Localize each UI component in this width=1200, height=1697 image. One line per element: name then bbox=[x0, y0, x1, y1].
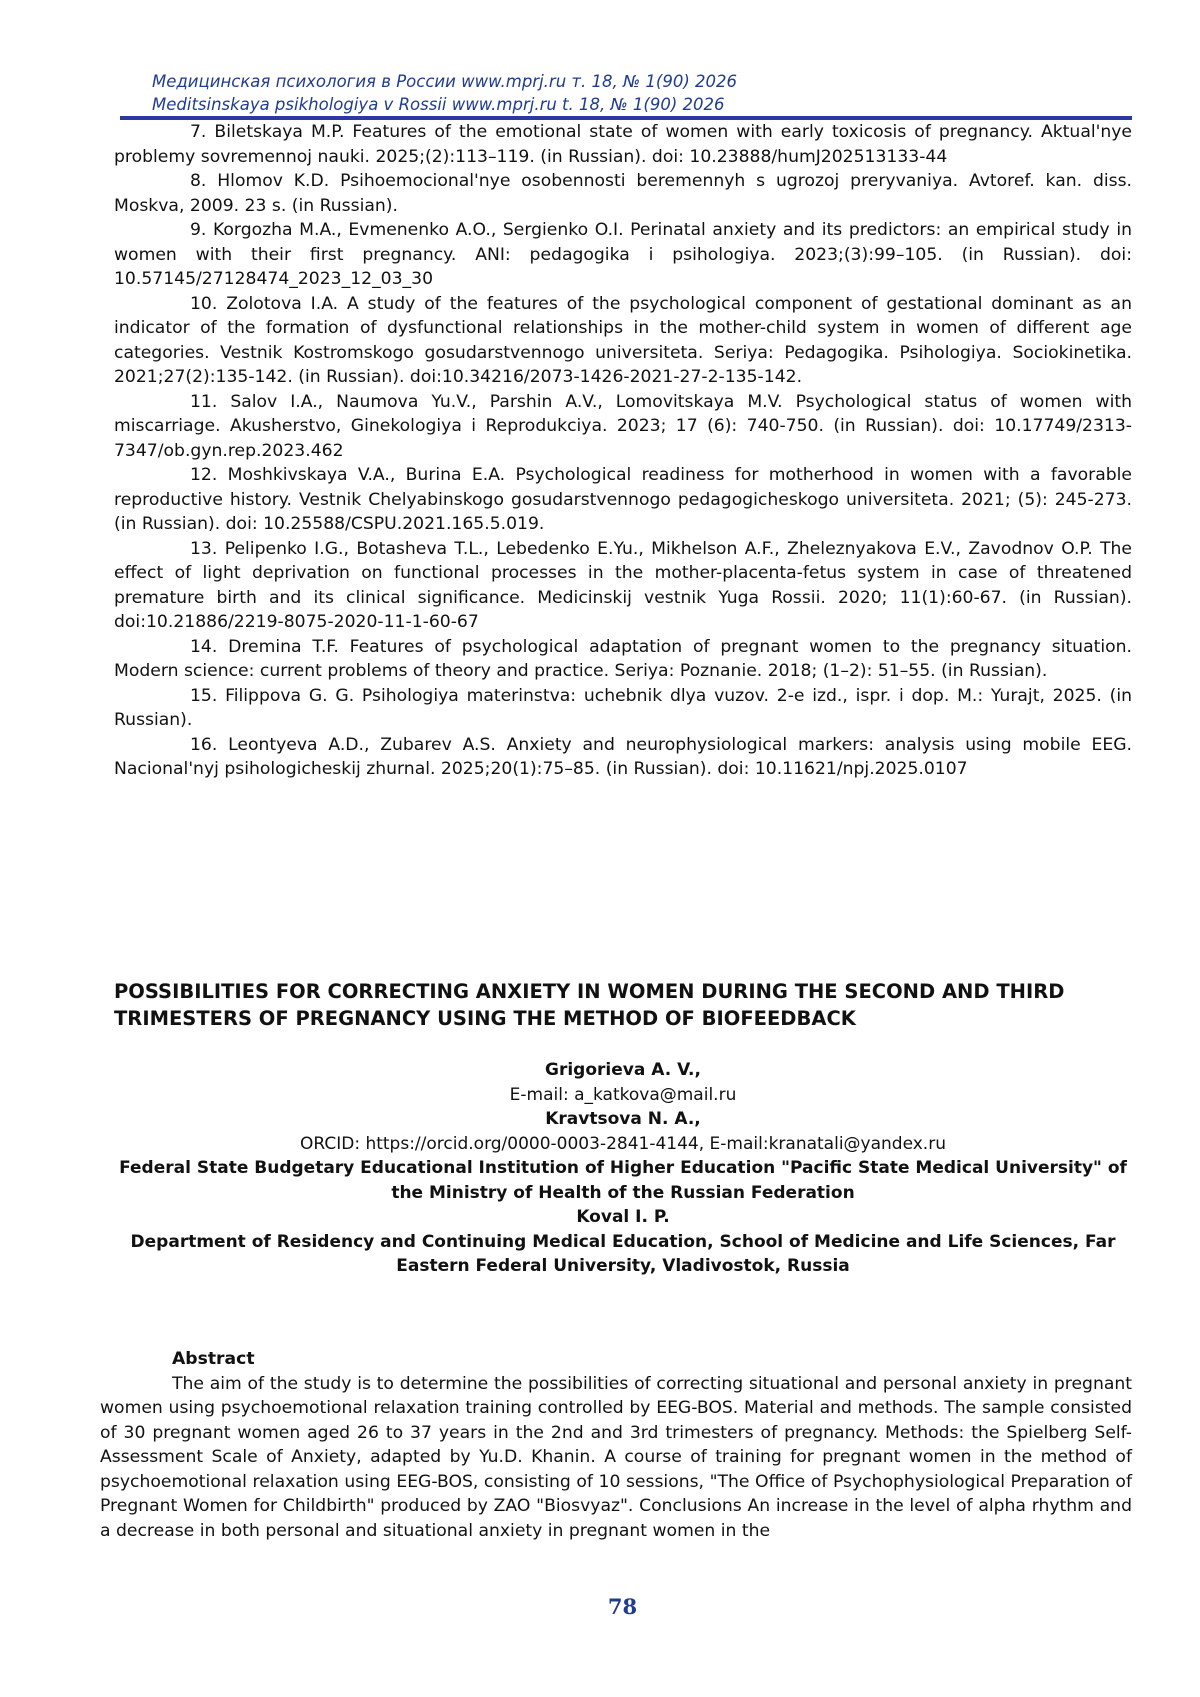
header-russian: Медицинская психология в России www.mprj.ru т. 18, № 1(90) 2026 bbox=[152, 72, 737, 91]
abstract-heading: Abstract bbox=[172, 1349, 255, 1369]
header-transliterated: Meditsinskaya psikhologiya v Rossii www.mprj.ru t. 18, № 1(90) 2026 bbox=[152, 95, 725, 114]
author-contact: ORCID: https://orcid.org/0000-0003-2841-4144, E-mail:kranatali@yandex.ru bbox=[300, 1133, 946, 1154]
reference-item: 13. Pelipenko I.G., Botasheva T.L., Lebedenko E.Yu., Mikhelson A.F., Zheleznyakova E.V., Zavodnov O.P. The effect of light deprivation on functional processes in the mother-placenta-fetus system in case of threatened premature birth and its clinical significance. Medicinskij vestnik Yuga Rossii. 2020; 11(1):60-67. (in Russian). doi:10.21886/2219-8075-2020-11-1-60-67 bbox=[114, 538, 1132, 632]
reference-item: 7. Biletskaya M.P. Features of the emotional state of women with early toxicosis of pregnancy. Aktual'nye problemy sovremennoj nauki. 2025;(2):113–119. (in Russian). doi: 10.23888/humJ202513133-44 bbox=[114, 122, 1132, 167]
reference-item: 11. Salov I.A., Naumova Yu.V., Parshin A.V., Lomovitskaya M.V. Psychological status of women with miscarriage. Akusherstvo, Ginekologiya i Reprodukciya. 2023; 17 (6): 740-750. (in Russian). doi: 10.17749/2313-7347/ob.gyn.rep.2023.462 bbox=[114, 391, 1132, 461]
page-number: 78 bbox=[607, 1594, 638, 1619]
article-title: POSSIBILITIES FOR CORRECTING ANXIETY IN WOMEN DURING THE SECOND AND THIRD TRIMESTERS OF PREGNANCY USING THE METHOD OF BIOFEEDBACK bbox=[114, 980, 1065, 1030]
reference-item: 10. Zolotova I.A. A study of the features of the psychological component of gestational dominant as an indicator of the formation of dysfunctional relationships in the mother-child system in women of different age categories. Vestnik Kostromskogo gosudarstvennogo universiteta. Seriya: Pedagogika. Psihologiya. Sociokinetika. 2021;27(2):135-142. (in Russian). doi:10.34216/2073-1426-2021-27-2-135-142. bbox=[114, 293, 1132, 387]
reference-item: 16. Leontyeva A.D., Zubarev A.S. Anxiety and neurophysiological markers: analysis using mobile EEG. Nacional'nyj psihologicheskij zhurnal. 2025;20(1):75–85. (in Russian). doi: 10.11621/npj.2025.0107 bbox=[114, 734, 1132, 779]
author-block bbox=[114, 1058, 1132, 1279]
abstract-text: The aim of the study is to determine the possibilities of correcting situational and personal anxiety in pregnant women using psychoemotional relaxation training controlled by EEG-BOS. Material and methods. The sample consisted of 30 pregnant women aged 26 to 37 years in the 2nd and 3rd trimesters of pregnancy. Methods: the Spielberg Self-Assessment Scale of Anxiety, adapted by Yu.D. Khanin. A course of training for pregnant women in the method of psychoemotional relaxation using EEG-BOS, consisting of 10 sessions, "The Office of Psychophysiological Preparation of Pregnant Women for Childbirth" produced by ZAO "Biosvyaz". Conclusions An increase in the level of alpha rhythm and a decrease in both personal and situational anxiety in pregnant women in the bbox=[100, 1373, 1132, 1541]
reference-list bbox=[114, 120, 1132, 782]
author-name: Grigorieva A. V., bbox=[545, 1060, 701, 1080]
author-name: Koval I. P. bbox=[576, 1207, 670, 1227]
reference-item: 9. Korgozha M.A., Evmenenko A.O., Sergienko O.I. Perinatal anxiety and its predictors: an empirical study in women with their first pregnancy. ANI: pedagogika i psihologiya. 2023;(3):99–105. (in Russian). doi: 10.57145/27128474_2023_12_03_30 bbox=[114, 220, 1132, 289]
reference-item: 12. Moshkivskaya V.A., Burina E.A. Psychological readiness for motherhood in women with a favorable reproductive history. Vestnik Chelyabinskogo gosudarstvennogo pedagogicheskogo universiteta. 2021; (5): 245-273. (in Russian). doi: 10.25588/CSPU.2021.165.5.019. bbox=[114, 465, 1132, 534]
abstract-section bbox=[100, 1347, 1132, 1543]
affiliation: Federal State Budgetary Educational Institution of Higher Education "Pacific State Medical University" of the Ministry of Health of the Russian Federation bbox=[119, 1158, 1127, 1203]
running-header bbox=[152, 70, 1132, 116]
author-name: Kravtsova N. A., bbox=[545, 1109, 701, 1129]
reference-item: 8. Hlomov K.D. Psihoemocional'nye osobennosti beremennyh s ugrozoj preryvaniya. Avtoref. kan. diss. Moskva, 2009. 23 s. (in Russian). bbox=[114, 171, 1132, 216]
author-contact: E-mail: a_katkova@mail.ru bbox=[509, 1084, 737, 1105]
reference-item: 14. Dremina T.F. Features of psychological adaptation of pregnant women to the pregnancy situation. Modern science: current problems of theory and practice. Seriya: Poznanie. 2018; (1–2): 51–55. (in Russian). bbox=[114, 636, 1132, 681]
affiliation: Department of Residency and Continuing Medical Education, School of Medicine and Life Sciences, Far Eastern Federal University, Vladivostok, Russia bbox=[130, 1231, 1116, 1276]
reference-item: 15. Filippova G. G. Psihologiya materinstva: uchebnik dlya vuzov. 2-e izd., ispr. i dop. M.: Yurajt, 2025. (in Russian). bbox=[114, 685, 1132, 730]
